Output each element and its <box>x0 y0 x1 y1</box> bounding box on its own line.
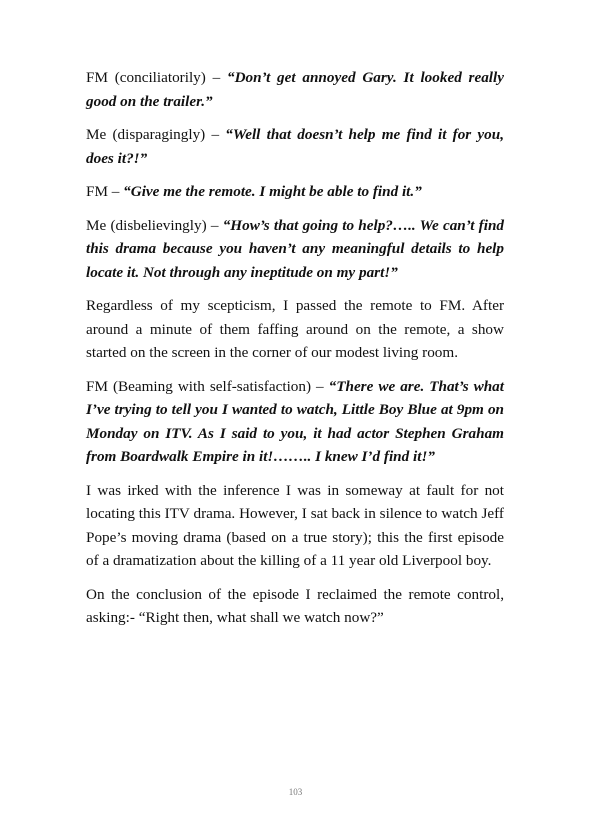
paragraph-speech: “Well that doesn’t help me find it for you, does it?!” <box>86 126 504 167</box>
narrative-paragraph <box>86 294 504 365</box>
paragraph-lead: I was irked with the inference I was in someway at fault for not locating this ITV drama. However, I sat back in silence to watch Jeff Pope’s moving drama (based on a true story); this the first episode of a dramatization about the killing of a 11 year old Liverpool boy. <box>86 481 504 569</box>
dialogue-paragraph <box>86 180 504 204</box>
paragraph-lead: Me (disbelievingly) – <box>86 216 223 234</box>
paragraph-speech: “Don’t get annoyed Gary. It looked really good on the trailer.” <box>86 69 504 110</box>
paragraph-lead: On the conclusion of the episode I reclaimed the remote control, asking:- “Right then, what shall we watch now?” <box>86 585 504 626</box>
paragraph-lead: Regardless of my scepticism, I passed the remote to FM. After around a minute of them faffing around on the remote, a show started on the screen in the corner of our modest living room. <box>86 297 504 361</box>
paragraph-lead: FM (Beaming with self-satisfaction) – <box>86 377 329 395</box>
paragraph-lead: Me (disparagingly) – <box>86 126 226 143</box>
page-number: 103 <box>288 787 303 797</box>
narrative-paragraph <box>86 479 504 573</box>
paragraph-speech: “There we are. That’s what I’ve trying to tell you I wanted to watch, Little Boy Blue at 9pm on Monday on ITV. As I said to you, it had actor Stephen Graham from Boardwalk Empire in it!…….. I knew I’d find it!” <box>86 377 504 465</box>
narrative-paragraph <box>86 583 504 630</box>
page-body <box>86 66 504 640</box>
dialogue-paragraph <box>86 375 504 469</box>
paragraph-speech: “Give me the remote. I might be able to find it.” <box>123 183 422 200</box>
paragraph-lead: FM (conciliatorily) – <box>86 69 227 86</box>
dialogue-paragraph <box>86 66 504 113</box>
paragraph-speech: “How’s that going to help?….. We can’t find this drama because you haven’t any meaningful details to help locate it. Not through any ineptitude on my part!” <box>86 216 504 281</box>
paragraph-lead: FM – <box>86 183 124 200</box>
dialogue-paragraph <box>86 214 504 285</box>
dialogue-paragraph <box>86 123 504 170</box>
